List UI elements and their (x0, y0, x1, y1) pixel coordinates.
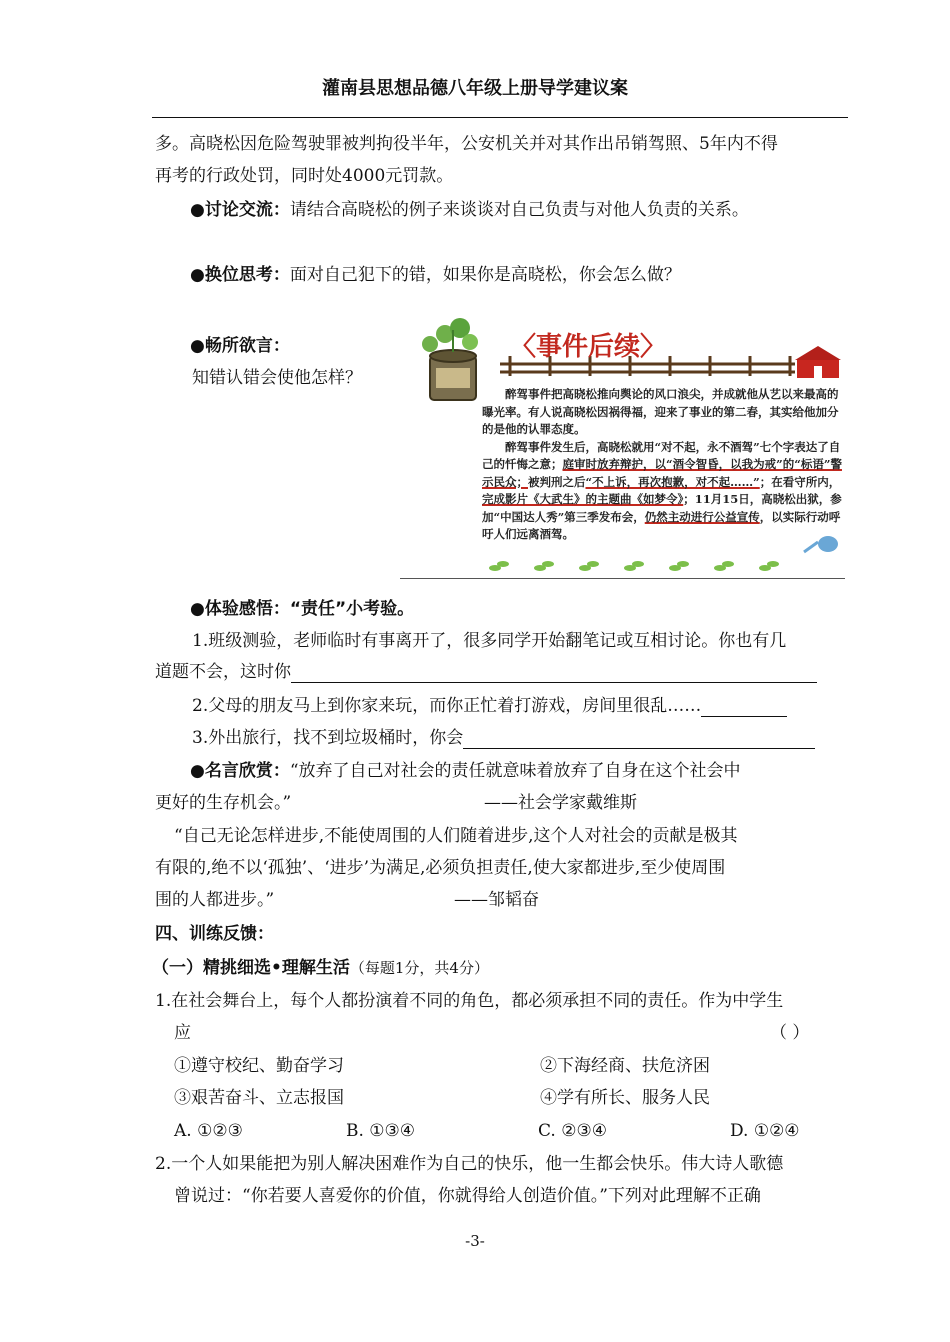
question-1-choice-a[interactable]: A. ①②③ (174, 1121, 243, 1141)
swap-prompt (190, 264, 681, 286)
swap-label: ●换位思考： (190, 265, 290, 285)
panel-paragraph-2: 醉驾事件发生后，高晓松就用“对不起，永不酒驾”七个字表达了自己的忏悔之意；庭审时放弃辩护，以“酒令智昏，以我为戒”的“标语”警示民众；被判刑之后“不上诉，再次抱歉，对不起……”；在看守所内，完成影片《大武生》的主题曲《如梦令》；11月15日，高晓松出狱，参加“中国达人秀”第三季发布会，仍然主动进行公益宣传，以实际行动呼吁人们远离酒驾。 (482, 439, 842, 541)
potted-plant-icon (422, 318, 478, 400)
discuss-label: ●讨论交流： (190, 200, 290, 220)
experience-q2: 2.父母的朋友马上到你家来玩，而你正忙着打游戏，房间里很乱…… (192, 695, 787, 717)
quote-2-line-2: 有限的,绝不以‘孤独’、‘进步’为满足,必须负担责任,使大家都进步,至少使周围 (155, 858, 726, 878)
question-1-option-3: ③艰苦奋斗、立志报国 (174, 1088, 344, 1108)
training-section-1: （一）精挑细选•理解生活（每题1分，共4分） (152, 958, 489, 978)
discuss-text: 请结合高晓松的例子来谈谈对自己负责与对他人负责的关系。 (289, 200, 749, 220)
answer-blank-3[interactable] (463, 730, 815, 749)
answer-blank-2[interactable] (701, 698, 787, 717)
speak-question: 知错认错会使他怎样？ (192, 368, 362, 388)
question-1-answer-paren[interactable]: （ ） (770, 1023, 810, 1043)
panel-text (482, 386, 842, 544)
swap-text: 面对自己犯下的错，如果你是高晓松，你会怎么做？ (289, 265, 681, 285)
quote-1-line-2: 更好的生存机会。” (155, 793, 292, 813)
question-1-line-1: 1.在社会舞台上，每个人都扮演着不同的角色，都必须承担不同的责任。作为中学生 (155, 991, 784, 1011)
question-1-line-2: 应 (174, 1023, 191, 1043)
question-1-choice-b[interactable]: B. ①③④ (346, 1121, 416, 1141)
quote-2-line-1: “自己无论怎样进步,不能使周围的人们随着进步,这个人对社会的贡献是极其 (174, 826, 738, 846)
question-1-choice-d[interactable]: D. ①②④ (730, 1121, 800, 1141)
header-rule (152, 117, 848, 118)
discuss-prompt (190, 199, 749, 221)
quote-2-line-3: 围的人都进步。” (155, 890, 275, 910)
experience-q1-line2: 道题不会，这时你 (155, 661, 817, 683)
speak-label: ●畅所欲言： (190, 336, 290, 356)
page-number: -3- (465, 1232, 485, 1250)
question-1-option-4: ④学有所长、服务人民 (540, 1088, 710, 1108)
question-1-choice-c[interactable]: C. ②③④ (538, 1121, 607, 1141)
question-2-line-2: 曾说过：“你若要人喜爱你的价值，你就得给人创造价值。”下列对此理解不正确 (174, 1186, 761, 1206)
training-heading: 四、训练反馈： (155, 924, 274, 944)
intro-line-2: 再考的行政处罚，同时处4000元罚款。 (155, 166, 454, 186)
question-1-option-2: ②下海经商、扶危济困 (540, 1056, 710, 1076)
question-2-line-1: 2.一个人如果能把为别人解决困难作为自己的快乐，他一生都会快乐。伟大诗人歌德 (155, 1154, 784, 1174)
question-1-option-1: ①遵守校纪、勤奋学习 (174, 1056, 344, 1076)
page-header-title: 灌南县思想品德八年级上册导学建议案 (322, 78, 628, 99)
quote-1-author: ——社会学家戴维斯 (484, 793, 637, 813)
quotes-label: ●名言欣赏： (190, 761, 290, 781)
panel-bottom-rule (400, 578, 845, 579)
event-followup-panel (400, 312, 845, 580)
experience-q3: 3.外出旅行，找不到垃圾桶时，你会 (192, 727, 815, 749)
sprouts-icon (489, 561, 779, 571)
intro-line-1: 多。高晓松因危险驾驶罪被判拘役半年，公安机关并对其作出吊销驾照、5年内不得 (155, 134, 778, 154)
experience-label: ●体验感悟：“责任”小考验。 (190, 599, 415, 619)
answer-blank-1[interactable] (291, 664, 817, 683)
quote-1-line-1: ●名言欣赏：“放弃了自己对社会的责任就意味着放弃了自身在这个社会中 (190, 761, 741, 781)
panel-title: 〈事件后续〉 (510, 332, 667, 362)
barn-icon (795, 346, 841, 378)
panel-paragraph-1: 醉驾事件把高晓松推向舆论的风口浪尖，并成就他从艺以来最高的曝光率。有人说高晓松因祸得福，迎来了事业的第二春，其实给他加分的是他的认罪态度。 (482, 387, 839, 436)
experience-q1-line1: 1.班级测验，老师临时有事离开了，很多同学开始翻笔记或互相讨论。你也有几 (192, 631, 787, 651)
quote-2-author: ——邹韬奋 (454, 890, 539, 910)
